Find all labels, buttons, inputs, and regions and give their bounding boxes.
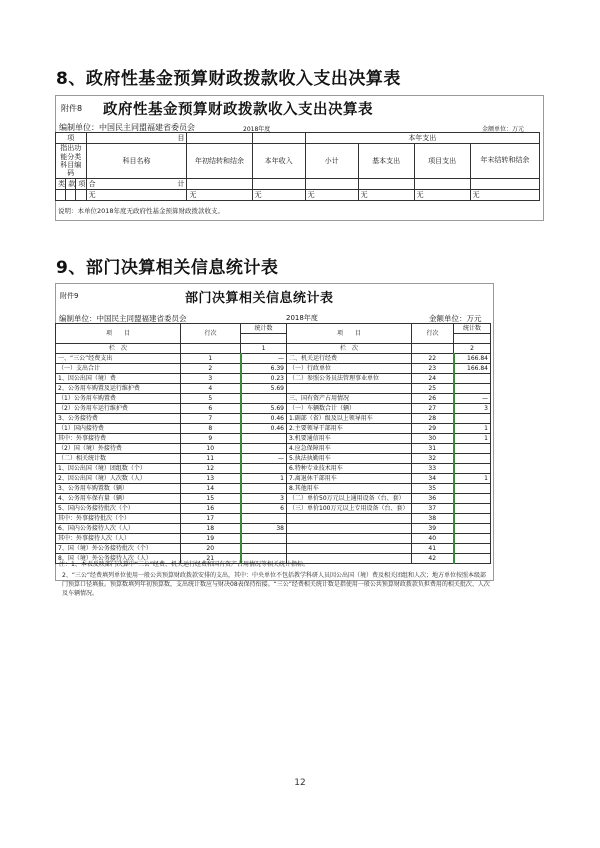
table9-title: 部门决算相关信息统计表	[185, 291, 334, 306]
table8-note: 说明：本单位2018年度无政府性基金预算财政拨款收支。	[58, 207, 225, 215]
t8-none-cell: 无	[86, 190, 187, 201]
t9-right-item: （三）单价100万元以上专用设备（台、套）	[287, 504, 412, 514]
t9-right-item: （二）参照公务员法管理事业单位	[287, 374, 412, 384]
t9-right-item: 4.应急保障用车	[287, 444, 412, 454]
t9-right-item: 6.特种专业技术用车	[287, 464, 412, 474]
t9-h-item-left: 项 目	[56, 324, 181, 344]
t9-left-rowno: 20	[181, 544, 241, 554]
table9-note-1: 注：1、本表反映部门决算中“三公”经费、机关运行经费和国有资产占用情况等相关统计指标。	[59, 561, 310, 568]
t8-h-current-income: 本年收入	[252, 144, 305, 179]
t8-none-cell: 无	[414, 190, 470, 201]
t9-left-item: 6、国内公务接待人次（人）	[56, 524, 181, 534]
t9-right-rowno: 37	[412, 504, 454, 514]
t8-h-project-expense: 项目支出	[414, 144, 470, 179]
t9-right-item: （一）行政单位	[287, 364, 412, 374]
t9-right-item	[287, 544, 412, 554]
table9-year: 2018年度	[286, 314, 318, 322]
t9-left-value: 1	[241, 474, 287, 484]
t9-left-rowno: 17	[181, 514, 241, 524]
t9-right-value	[454, 384, 491, 394]
t9-left-item: 3、公务接待费	[56, 414, 181, 424]
t9-left-value	[241, 464, 287, 474]
t9-right-value	[454, 554, 491, 564]
t9-right-item: 3.机要通信用车	[287, 434, 412, 444]
t9-right-rowno: 22	[412, 354, 454, 364]
t9-h-col-label-right: 栏 次	[287, 344, 412, 354]
t9-left-rowno: 18	[181, 524, 241, 534]
t9-left-item: 2、因公出国（境）人次数（人）	[56, 474, 181, 484]
t8-h-mu: 目	[86, 133, 187, 144]
table-row	[56, 484, 491, 494]
t8-h-lei: 类	[56, 179, 66, 190]
t9-left-rowno: 8	[181, 424, 241, 434]
t9-right-rowno: 28	[412, 414, 454, 424]
table-row	[56, 384, 491, 394]
t8-h-subject-name: 科目名称	[86, 144, 187, 179]
t8-h-basic-expense: 基本支出	[358, 144, 414, 179]
t9-right-item	[287, 534, 412, 544]
table9-money-unit: 金额单位：万元	[429, 314, 482, 323]
t9-left-value: 38	[241, 524, 287, 534]
table-row	[56, 474, 491, 484]
t9-right-rowno: 39	[412, 524, 454, 534]
t9-right-rowno: 34	[412, 474, 454, 484]
t9-left-value	[241, 534, 287, 544]
t9-right-value: 1	[454, 434, 491, 444]
t9-right-rowno: 29	[412, 424, 454, 434]
t9-left-value	[241, 484, 287, 494]
table-row	[56, 434, 491, 444]
t9-right-rowno: 23	[412, 364, 454, 374]
t9-left-value	[241, 514, 287, 524]
t9-left-rowno: 2	[181, 364, 241, 374]
t9-left-rowno: 4	[181, 384, 241, 394]
t9-left-item: 3、公务用车购置数（辆）	[56, 484, 181, 494]
t9-right-rowno: 41	[412, 544, 454, 554]
t9-left-rowno: 10	[181, 444, 241, 454]
table8	[55, 132, 540, 201]
t9-left-item: 其中：外事接待费	[56, 434, 181, 444]
t9-right-item: 2.主要领导干部用车	[287, 424, 412, 434]
table8-attachment: 附件8	[61, 104, 83, 113]
t9-right-rowno: 32	[412, 454, 454, 464]
t9-right-value: 3	[454, 404, 491, 414]
t8-h-xiang: 项	[76, 179, 86, 190]
t8-none-cell: 无	[358, 190, 414, 201]
table9-unit-label: 编制单位：中国民主同盟福建省委员会	[59, 314, 187, 323]
t9-right-item	[287, 514, 412, 524]
t9-left-rowno: 3	[181, 374, 241, 384]
t9-left-value: —	[241, 454, 287, 464]
table8-money-unit: 金额单位：万元	[482, 126, 525, 133]
t9-left-rowno: 15	[181, 494, 241, 504]
t9-h-col2: 2	[454, 344, 491, 354]
t9-right-value	[454, 544, 491, 554]
t9-left-value	[241, 434, 287, 444]
t9-left-value: 6	[241, 504, 287, 514]
table-row	[56, 524, 491, 534]
t9-left-rowno: 16	[181, 504, 241, 514]
t9-h-rowno-right: 行次	[412, 324, 454, 344]
t9-right-value	[454, 374, 491, 384]
t9-left-rowno: 7	[181, 414, 241, 424]
t9-left-item: 其中：外事接待人次（人）	[56, 534, 181, 544]
t9-right-value	[454, 444, 491, 454]
t9-h-rowno-left: 行次	[181, 324, 241, 344]
t9-right-rowno: 40	[412, 534, 454, 544]
table-row	[56, 354, 491, 364]
t9-right-item: 8.其他用车	[287, 484, 412, 494]
table-row	[56, 534, 491, 544]
t9-left-value	[241, 394, 287, 404]
t9-right-item: 5.执法执勤用车	[287, 454, 412, 464]
t9-left-value	[241, 444, 287, 454]
table-row	[56, 504, 491, 514]
t9-left-item: （一）支出合计	[56, 364, 181, 374]
t9-left-item: （二）相关统计数	[56, 454, 181, 464]
t9-right-rowno: 26	[412, 394, 454, 404]
t9-h-col1: 1	[241, 344, 287, 354]
t8-h-item: 项	[56, 133, 87, 144]
t8-h-subtotal: 小计	[305, 144, 358, 179]
table9-note-2: 2、“三公”经费填列单位使用一般公共预算财政拨款安排的支出，其中：中央单位不包括教学科研人员因公出国（境）费及相关团组和人次；地方单位按照本级部门预算口径填报。预算数填列年初预算数，支出统计数应与财决08表保持衔接。“三公”经费相关统计数是指使用一般公共预算财政拨款负担费用的相关批次、人次及车辆情况。	[62, 572, 490, 597]
t9-left-value: 0.23	[241, 374, 287, 384]
t9-right-item: 7.离退休干部用车	[287, 474, 412, 484]
t9-left-rowno: 9	[181, 434, 241, 444]
t9-right-rowno: 42	[412, 554, 454, 564]
table-row	[56, 374, 491, 384]
t8-h-kuan: 款	[66, 179, 76, 190]
t9-right-rowno: 25	[412, 384, 454, 394]
t9-right-value	[454, 494, 491, 504]
t9-left-value: 0.46	[241, 424, 287, 434]
t9-left-value	[241, 544, 287, 554]
table9	[55, 323, 491, 564]
t9-right-rowno: 35	[412, 484, 454, 494]
t9-left-item: 7、国（境）外公务接待批次（个）	[56, 544, 181, 554]
t8-none-cell: 无	[470, 190, 539, 201]
t9-right-item: 三、国有资产占用情况	[287, 394, 412, 404]
table-row	[56, 544, 491, 554]
t9-left-value: —	[241, 354, 287, 364]
t8-none-cell: 无	[252, 190, 305, 201]
table-row	[56, 394, 491, 404]
t8-h-he: 合	[88, 179, 96, 188]
table-row	[56, 494, 491, 504]
t9-h-col-label-left: 栏 次	[56, 344, 181, 354]
t9-left-rowno: 1	[181, 354, 241, 364]
t9-h-stat-left: 统计数	[241, 324, 287, 334]
t9-right-rowno: 24	[412, 374, 454, 384]
table8-unit-label: 编制单位：中国民主同盟福建省委员会	[59, 123, 195, 132]
table9-attachment: 附件9	[60, 292, 79, 300]
t9-right-value	[454, 454, 491, 464]
t9-right-rowno: 27	[412, 404, 454, 414]
t9-right-value	[454, 504, 491, 514]
t9-right-rowno: 38	[412, 514, 454, 524]
t9-right-value: 1	[454, 474, 491, 484]
table8-year: 2018年度	[243, 126, 271, 133]
t9-right-value	[454, 464, 491, 474]
t9-left-item: 其中：外事接待批次（个）	[56, 514, 181, 524]
t9-left-item: 5、国内公务接待批次（个）	[56, 504, 181, 514]
t9-right-value: —	[454, 394, 491, 404]
t9-right-item: （一）车辆数合计（辆）	[287, 404, 412, 414]
table-row	[56, 364, 491, 374]
t9-left-value: 5.69	[241, 404, 287, 414]
t9-right-item: 二、机关运行经费	[287, 354, 412, 364]
t8-h-current-expense: 本年支出	[305, 133, 539, 144]
section9-heading: 9、部门决算相关信息统计表	[56, 258, 279, 278]
t8-h-ending-balance: 年末结转和结余	[470, 144, 539, 179]
t9-right-value	[454, 534, 491, 544]
t8-none-cell: 无	[305, 190, 358, 201]
t9-left-item: 1、因公出国（境）费	[56, 374, 181, 384]
section8-heading: 8、政府性基金预算财政拨款收入支出决算表	[56, 69, 401, 89]
t9-right-rowno: 30	[412, 434, 454, 444]
table-row	[56, 414, 491, 424]
t9-right-item	[287, 384, 412, 394]
t9-left-item: （1）国内接待费	[56, 424, 181, 434]
t9-right-item: 1.副部（省）级及以上领导用车	[287, 414, 412, 424]
table-row	[56, 424, 491, 434]
t8-h-opening-balance: 年初结转和结余	[187, 144, 252, 179]
t9-left-rowno: 14	[181, 484, 241, 494]
t9-left-item: （2）国（境）外接待费	[56, 444, 181, 454]
t9-left-item: 8、国（境）外公务接待人次（人）	[56, 554, 181, 564]
t9-right-value	[454, 414, 491, 424]
t9-right-item	[287, 524, 412, 534]
t9-left-item: 1、因公出国（境）团组数（个）	[56, 464, 181, 474]
t9-left-rowno: 19	[181, 534, 241, 544]
t9-right-value	[454, 514, 491, 524]
t9-right-value: 166.84	[454, 364, 491, 374]
t9-right-rowno: 31	[412, 444, 454, 454]
t9-right-item: （二）单价50万元以上通用设备（台、套）	[287, 494, 412, 504]
t9-right-rowno: 36	[412, 494, 454, 504]
t8-none-cell: 无	[187, 190, 252, 201]
t9-left-rowno: 11	[181, 454, 241, 464]
table-row	[56, 454, 491, 464]
table8-title: 政府性基金预算财政拨款收入支出决算表	[103, 102, 373, 118]
page-number: 12	[294, 778, 306, 788]
t9-left-item: 一、“三公”经费支出	[56, 354, 181, 364]
t9-h-item-right: 项 目	[287, 324, 412, 344]
t9-right-value: 166.84	[454, 354, 491, 364]
t9-left-item: 4、公务用车保有量（辆）	[56, 494, 181, 504]
t8-h-ji: 计	[177, 179, 185, 188]
table-row	[56, 404, 491, 414]
t9-right-value	[454, 484, 491, 494]
t9-left-item: （2）公务用车运行维护费	[56, 404, 181, 414]
t9-right-rowno: 33	[412, 464, 454, 474]
t9-left-rowno: 13	[181, 474, 241, 484]
table-row	[56, 444, 491, 454]
t9-h-stat-right: 统计数	[454, 324, 491, 334]
t9-left-rowno: 6	[181, 404, 241, 414]
t9-left-rowno: 5	[181, 394, 241, 404]
t9-left-value: 5.69	[241, 384, 287, 394]
t9-left-item: （1）公务用车购置费	[56, 394, 181, 404]
t9-right-value: 1	[454, 424, 491, 434]
t9-left-item: 2、公务用车购置及运行维护费	[56, 384, 181, 394]
t8-h-function-code: 指出功能分类科目编码	[56, 144, 87, 179]
t9-left-value: 3	[241, 494, 287, 504]
t9-left-value: 6.39	[241, 364, 287, 374]
table-row	[56, 514, 491, 524]
t9-right-value	[454, 524, 491, 534]
t9-left-rowno: 21	[181, 554, 241, 564]
t9-left-rowno: 12	[181, 464, 241, 474]
t9-left-value: 0.46	[241, 414, 287, 424]
table-row	[56, 464, 491, 474]
